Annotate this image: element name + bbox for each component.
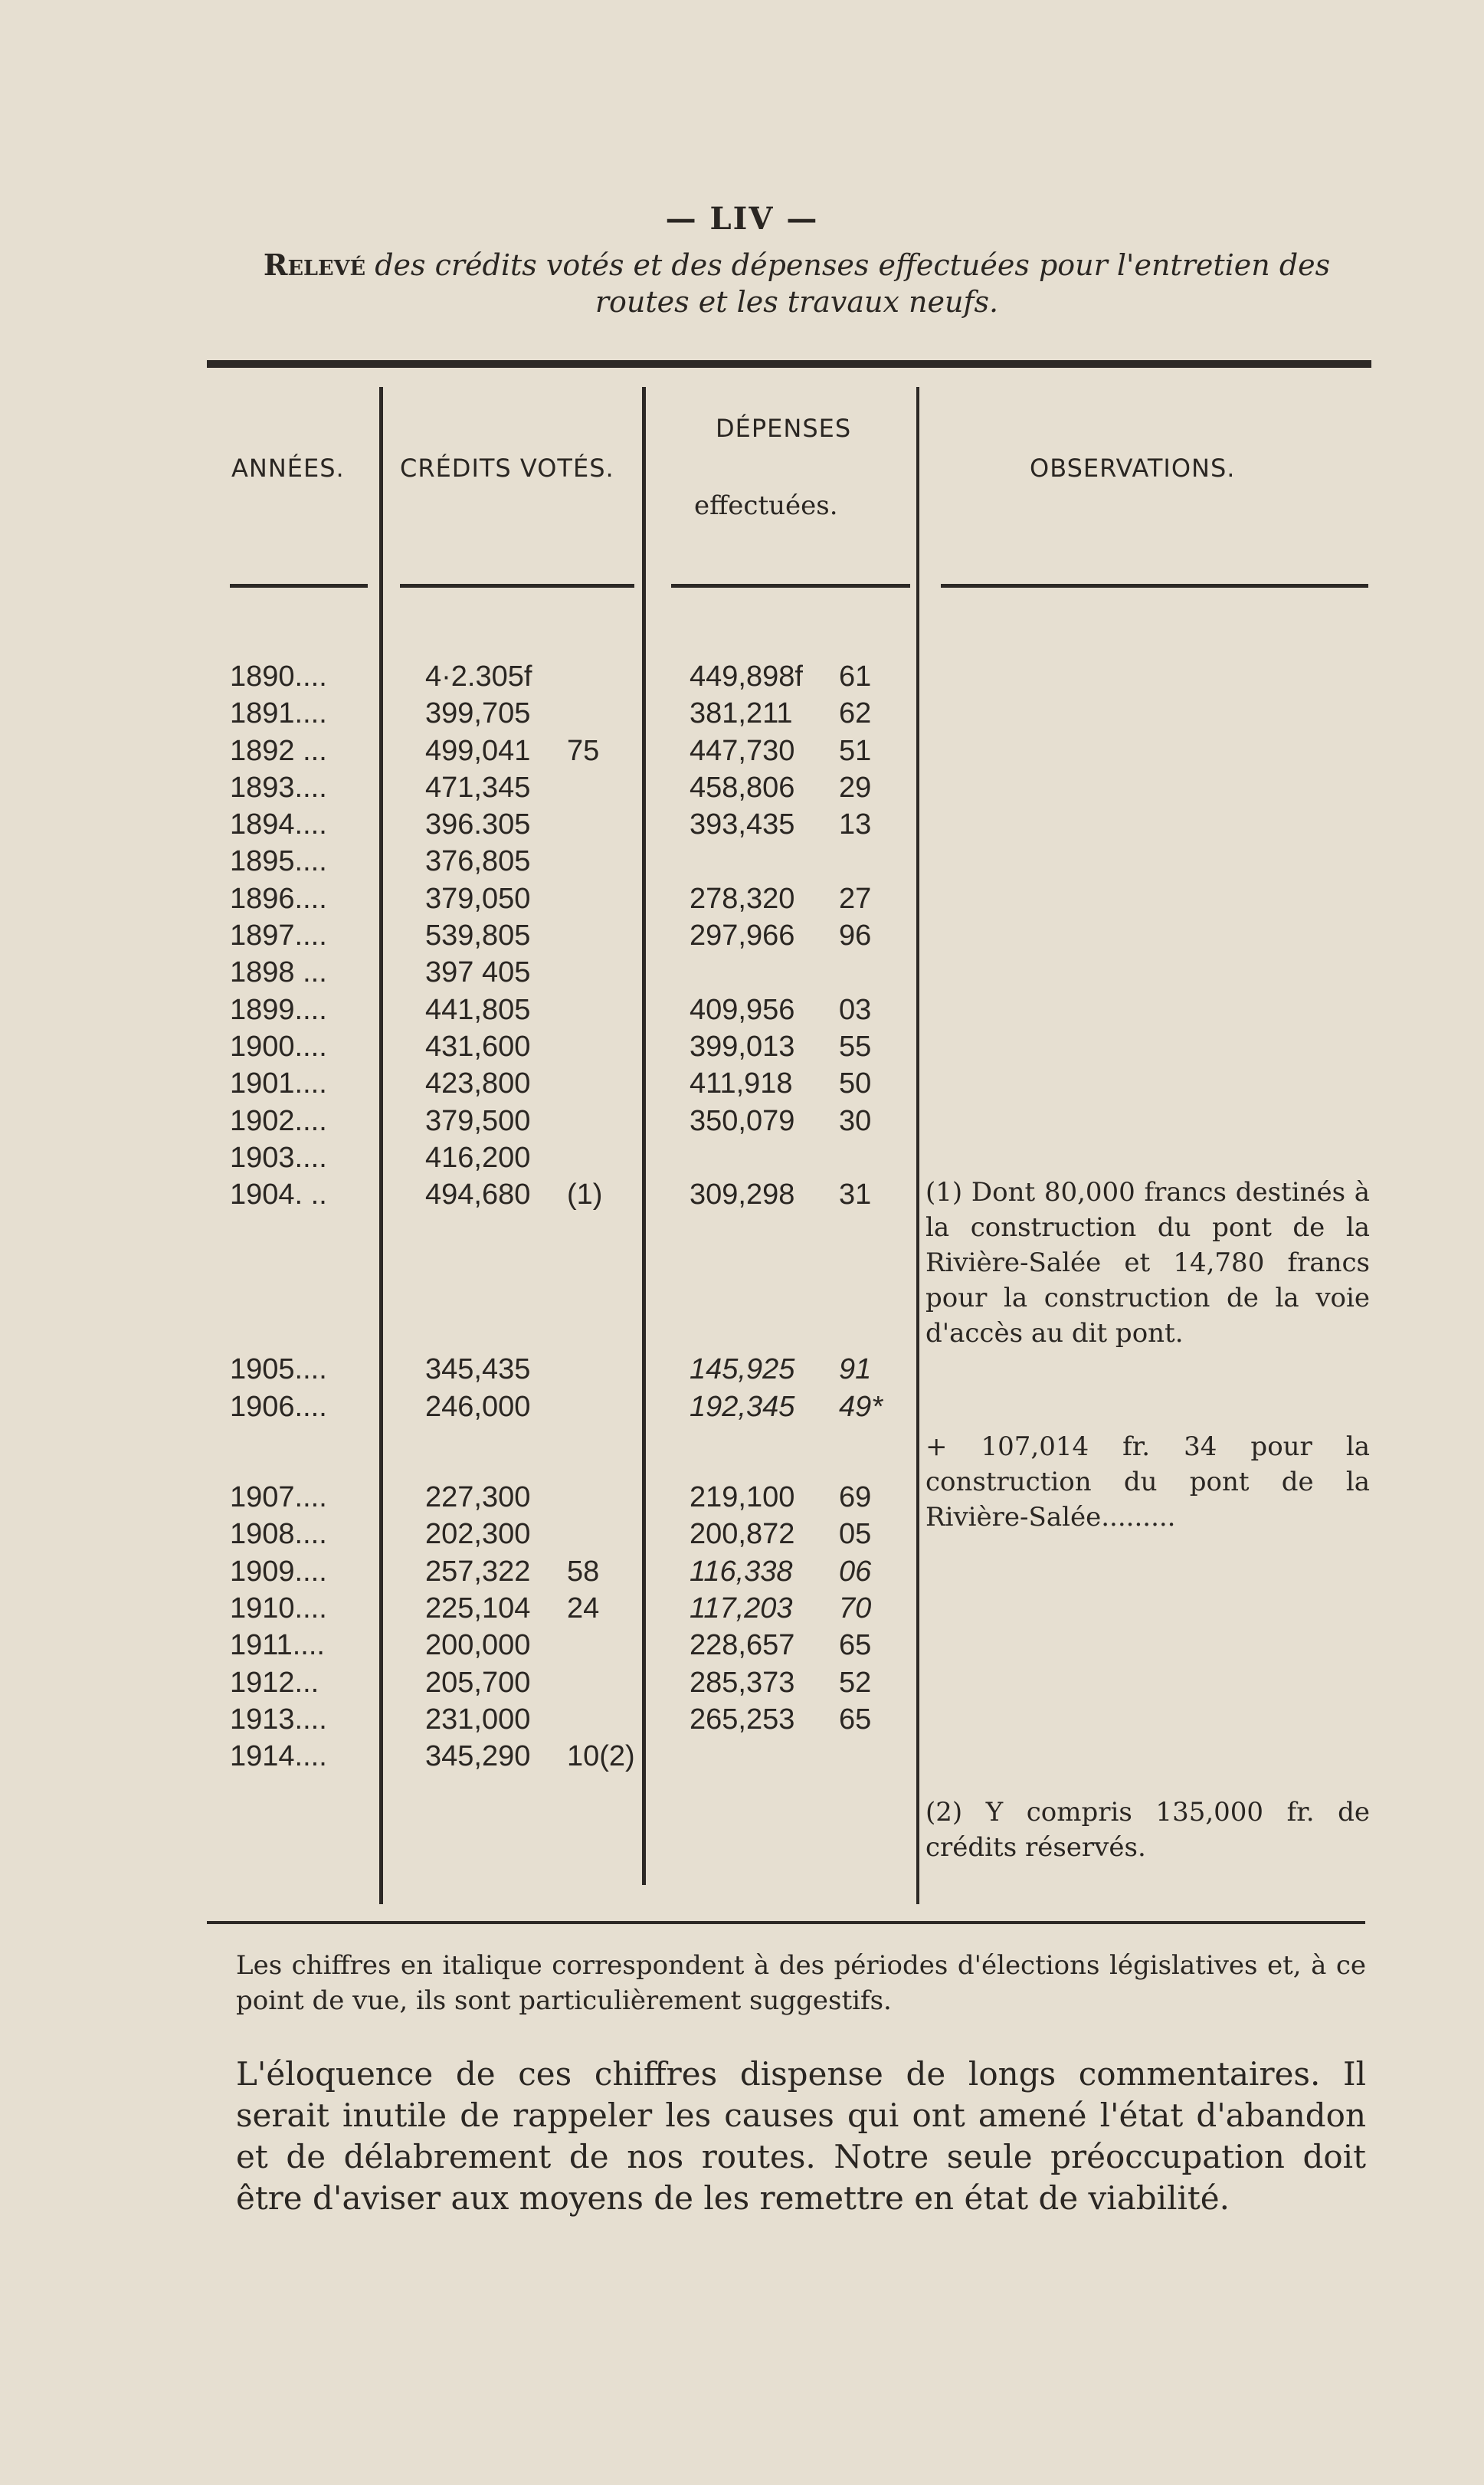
year-cell: 1907.... (230, 1481, 327, 1513)
credit-cell: 499,041 (425, 735, 531, 767)
credit-cell: 539,805 (425, 920, 531, 952)
observation-note-1: (1) Dont 80,000 francs destinés à la construction du pont de la Rivière-Salée et 14,780 francs pour la construction de la voie d'accès au dit pont. (925, 1177, 1370, 1349)
credit-cell: 397 405 (425, 956, 531, 988)
expense-cents-cell: 05 (839, 1518, 872, 1550)
italic-footnote: Les chiffres en italique correspondent à des périodes d'élections législatives et, à ce point de vue, ils sont particulièrement suggestifs. (236, 1950, 1366, 2016)
credit-cell: 396.305 (425, 808, 531, 841)
expense-cents-cell: 55 (839, 1031, 872, 1063)
year-cell: 1909.... (230, 1556, 327, 1588)
expense-cell: 350,079 (690, 1105, 795, 1137)
expense-cell: 447,730 (690, 735, 795, 767)
table-row (0, 1739, 1484, 1785)
expense-cents-cell: 50 (839, 1067, 872, 1100)
credit-cell: 471,345 (425, 772, 531, 804)
expense-cents-cell: 30 (839, 1105, 872, 1137)
credit-cell: 345,290 (425, 1740, 531, 1772)
expense-cents-cell: 65 (839, 1703, 872, 1736)
credit-cell: 200,000 (425, 1629, 531, 1661)
expense-cell: 411,918 (690, 1067, 793, 1100)
credit-cell: 494,680 (425, 1179, 531, 1211)
expense-cell: 399,013 (690, 1031, 795, 1063)
year-cell: 1906.... (230, 1391, 327, 1423)
credit-cell: 423,800 (425, 1067, 531, 1100)
expense-cents-cell: 29 (839, 772, 872, 804)
header-underline-years (230, 584, 368, 588)
expense-cell: 285,373 (690, 1667, 795, 1699)
credit-cell: 441,805 (425, 994, 531, 1026)
expense-cents-cell: 69 (839, 1481, 872, 1513)
expense-cell: 297,966 (690, 920, 795, 952)
header-credits: CRÉDITS VOTÉS. (400, 454, 614, 483)
year-cell: 1912... (230, 1667, 319, 1699)
year-cell: 1913.... (230, 1703, 327, 1736)
expense-cell: 228,657 (690, 1629, 795, 1661)
header-observations: OBSERVATIONS. (1030, 454, 1236, 483)
expense-cell: 278,320 (690, 883, 795, 915)
expense-cell: 309,298 (690, 1179, 795, 1211)
observation-note-1906: + 107,014 fr. 34 pour la construction du pont de la Rivière-Salée......... (925, 1431, 1370, 1533)
title-lead: Relevé (263, 248, 366, 282)
year-cell: 1890.... (230, 661, 327, 693)
year-cell: 1908.... (230, 1518, 327, 1550)
expense-cents-cell: 52 (839, 1667, 872, 1699)
year-cell: 1911.... (230, 1629, 325, 1661)
year-cell: 1914.... (230, 1740, 327, 1772)
expense-cents-cell: 49* (839, 1391, 883, 1423)
year-cell: 1902.... (230, 1105, 327, 1137)
expense-cell: 381,211 (690, 697, 793, 729)
year-cell: 1903.... (230, 1142, 327, 1174)
credit-cell: 379,500 (425, 1105, 531, 1137)
observation-note-2: (2) Y compris 135,000 fr. de crédits réservés. (925, 1797, 1370, 1863)
credit-cell: 231,000 (425, 1703, 531, 1736)
expense-cell: 449,898f (690, 661, 803, 693)
expense-cents-cell: 31 (839, 1179, 872, 1211)
credit-cell: 246,000 (425, 1391, 531, 1423)
credit-cell: 202,300 (425, 1518, 531, 1550)
year-cell: 1897.... (230, 920, 327, 952)
header-underline-credits (400, 584, 634, 588)
year-cell: 1900.... (230, 1031, 327, 1063)
credit-cell: 4·2.305f (425, 661, 532, 693)
expense-cents-cell: 70 (839, 1592, 872, 1624)
expense-cents-cell: 13 (839, 808, 872, 841)
header-underline-expenses (671, 584, 910, 588)
year-cell: 1899.... (230, 994, 327, 1026)
credit-cell: 225,104 (425, 1592, 531, 1624)
expense-cell: 409,956 (690, 994, 795, 1026)
table-title (260, 247, 1333, 320)
expense-cents-cell: 61 (839, 661, 872, 693)
credit-extra-cell: (1) (567, 1179, 603, 1211)
expense-cell: 393,435 (690, 808, 795, 841)
credit-cell: 431,600 (425, 1031, 531, 1063)
credit-cell: 345,435 (425, 1353, 531, 1385)
header-expenses-bottom: effectuées. (694, 490, 838, 521)
expense-cell: 265,253 (690, 1703, 795, 1736)
expense-cents-cell: 03 (839, 994, 872, 1026)
year-cell: 1895.... (230, 845, 327, 877)
credit-extra-cell: 58 (567, 1556, 600, 1588)
title-rest: des crédits votés et des dépenses effectuées pour l'entretien des routes et les travaux neufs. (375, 248, 1331, 319)
credit-cell: 379,050 (425, 883, 531, 915)
year-cell: 1896.... (230, 883, 327, 915)
credit-cell: 399,705 (425, 697, 531, 729)
year-cell: 1891.... (230, 697, 327, 729)
bottom-rule (207, 1921, 1365, 1924)
table-row (0, 1389, 1484, 1435)
expense-cell: 458,806 (690, 772, 795, 804)
credit-extra-cell: 10(2) (567, 1740, 635, 1772)
expense-cents-cell: 06 (839, 1556, 872, 1588)
year-cell: 1904. .. (230, 1179, 327, 1211)
expense-cents-cell: 65 (839, 1629, 872, 1661)
top-rule (207, 360, 1371, 368)
expense-cell: 145,925 (690, 1353, 795, 1385)
header-underline-observations (941, 584, 1368, 588)
year-cell: 1910.... (230, 1592, 327, 1624)
year-cell: 1892 ... (230, 735, 327, 767)
body-paragraph: L'éloquence de ces chiffres dispense de longs commentaires. Il serait inutile de rappeler les causes qui ont amené l'état d'abandon et de délabrement de nos routes. Notre seule préoccupation doit être d'aviser aux moyens de les remettre en état de viabilité. (236, 2055, 1366, 2217)
expense-cents-cell: 62 (839, 697, 872, 729)
expense-cents-cell: 27 (839, 883, 872, 915)
credit-cell: 376,805 (425, 845, 531, 877)
expense-cents-cell: 51 (839, 735, 872, 767)
credit-cell: 257,322 (425, 1556, 531, 1588)
expense-cents-cell: 96 (839, 920, 872, 952)
expense-cell: 116,338 (690, 1556, 793, 1588)
expense-cell: 192,345 (690, 1391, 795, 1423)
year-cell: 1893.... (230, 772, 327, 804)
expense-cell: 200,872 (690, 1518, 795, 1550)
header-years: ANNÉES. (231, 454, 345, 483)
year-cell: 1898 ... (230, 956, 327, 988)
year-cell: 1901.... (230, 1067, 327, 1100)
credit-extra-cell: 24 (567, 1592, 600, 1624)
credit-cell: 205,700 (425, 1667, 531, 1699)
page-number: — LIV — (665, 201, 819, 237)
expense-cell: 219,100 (690, 1481, 795, 1513)
header-expenses-top: DÉPENSES (716, 414, 852, 443)
year-cell: 1905.... (230, 1353, 327, 1385)
credit-cell: 227,300 (425, 1481, 531, 1513)
expense-cents-cell: 91 (839, 1353, 872, 1385)
credit-cell: 416,200 (425, 1142, 531, 1174)
expense-cell: 117,203 (690, 1592, 793, 1624)
credit-extra-cell: 75 (567, 735, 600, 767)
year-cell: 1894.... (230, 808, 327, 841)
